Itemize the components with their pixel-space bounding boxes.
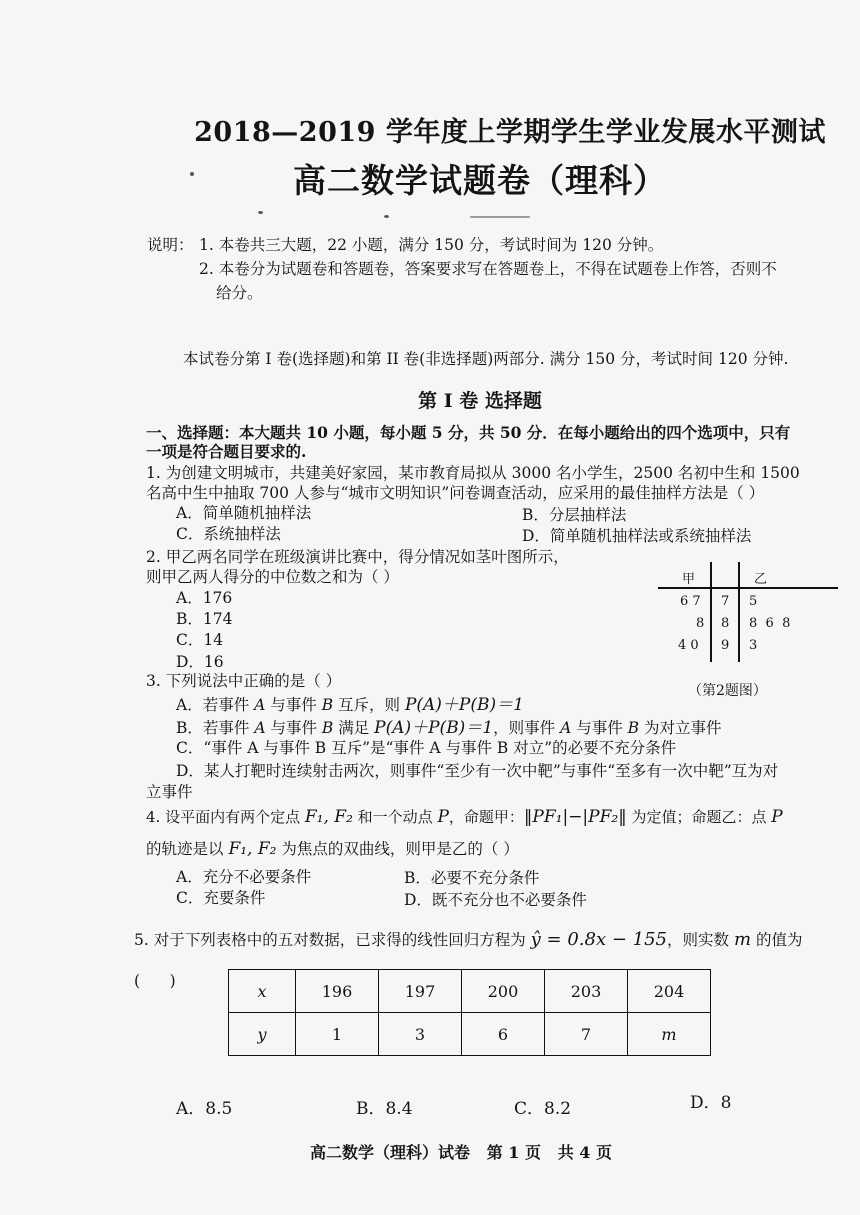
stem-leaf-row3-right: 3 <box>749 638 758 653</box>
section-title: 第 I 卷 选择题 <box>418 390 542 412</box>
q5-line1-post: ，则实数 <box>667 931 734 949</box>
q4-line1 <box>146 806 783 827</box>
q4-line2-post: 为焦点的双曲线，则甲是乙的（ ） <box>276 840 519 858</box>
stem-leaf-row3-left: 4 0 <box>678 638 699 653</box>
q4-line1-post: 为定值；命题乙：点 <box>626 808 772 826</box>
q5-answer-blank: ( ) <box>134 972 176 990</box>
q1-option-c: C．系统抽样法 <box>176 525 281 543</box>
q4-foci-2: F₁, F₂ <box>228 839 277 859</box>
intro-text: 本试卷分第 I 卷(选择题)和第 II 卷(非选择题)两部分. 满分 150 分，考试时间 120 分钟. <box>183 350 789 368</box>
q1-option-b: B．分层抽样法 <box>522 506 627 524</box>
q5-line1 <box>134 928 802 950</box>
stem-leaf-left-header: 甲 <box>682 572 696 587</box>
q4-point-p: P <box>437 807 449 827</box>
q2-line2: 则甲乙两人得分的中位数之和为（ ） <box>146 568 399 586</box>
q4-abs-expr: ‖PF₁|−|PF₂‖ <box>523 807 627 827</box>
q3-option-a <box>176 690 524 715</box>
q3-b-mid2: 满足 <box>333 719 375 737</box>
q5-line1-end: 的值为 <box>751 931 803 949</box>
table-header-x: x <box>229 970 296 1013</box>
q4-line1-mid2: ，命题甲： <box>448 808 524 826</box>
q1-option-a: A．简单随机抽样法 <box>176 504 312 522</box>
q5-option-a: A．8.5 <box>176 1099 233 1119</box>
q3-a-formula: P(A)＋P(B)＝1 <box>404 695 524 715</box>
q4-point-p-2: P <box>771 807 783 827</box>
q3-a-pre: A．若事件 <box>176 696 255 714</box>
table-cell: 197 <box>379 970 462 1013</box>
table-cell: 196 <box>296 970 379 1013</box>
q5-var-m: m <box>733 929 752 950</box>
table-cell: 7 <box>545 1013 628 1056</box>
stem-leaf-right-line <box>738 562 740 662</box>
stem-leaf-header-line <box>658 587 838 589</box>
table-cell: 1 <box>296 1013 379 1056</box>
q5-equation: ŷ = 0.8x − 155 <box>530 929 668 950</box>
q2-option-a: A．176 <box>176 589 233 607</box>
notes-item1: 1. 本卷共三大题，22 小题，满分 150 分，考试时间为 120 分钟。 <box>199 236 664 254</box>
scan-speck <box>384 215 389 218</box>
q4-line1-mid: 和一个动点 <box>352 808 438 826</box>
q3-option-d-line2: 立事件 <box>146 783 193 801</box>
notes-item2-line2: 给分。 <box>216 284 263 302</box>
q2-figure-caption: （第2题图） <box>688 683 767 699</box>
table-cell: m <box>628 1013 711 1056</box>
title-line2: 高二数学试题卷（理科） <box>293 161 667 200</box>
stem-leaf-row1-left: 6 7 <box>680 594 701 609</box>
q4-option-a: A．充分不必要条件 <box>176 868 312 886</box>
q3-a-var2: B <box>321 696 334 714</box>
stem-leaf-row2-left: 8 <box>696 616 705 631</box>
q4-line2 <box>146 837 519 859</box>
q3-b-end: 为对立事件 <box>639 719 722 737</box>
q3-b-formula: P(A)＋P(B)＝1 <box>374 718 494 738</box>
q3-a-mid: 与事件 <box>265 696 322 714</box>
q3-b-var4: B <box>627 719 640 737</box>
q3-stem: 3. 下列说法中正确的是（ ） <box>146 672 342 690</box>
q5-option-d: D．8 <box>690 1093 732 1113</box>
regression-table <box>228 969 711 1056</box>
stem-leaf-plot <box>658 562 838 662</box>
notes-item2-line1: 2. 本卷分为试题卷和答题卷，答案要求写在答题卷上，不得在试题卷上作答，否则不 <box>199 260 777 278</box>
table-cell: 6 <box>462 1013 545 1056</box>
q3-b-var3: A <box>560 719 572 737</box>
stem-leaf-row2-stem: 8 <box>721 616 730 631</box>
stem-leaf-right-header: 乙 <box>754 572 768 587</box>
q3-b-var2: B <box>321 719 334 737</box>
q3-option-c: C．“事件 A 与事件 B 互斥”是“事件 A 与事件 B 对立”的必要不充分条件 <box>176 739 677 757</box>
q3-a-post: 互斥，则 <box>333 696 405 714</box>
q4-option-d: D．既不充分也不必要条件 <box>404 891 587 909</box>
table-cell: 200 <box>462 970 545 1013</box>
title-line1: 2018—2019 学年度上学期学生学业发展水平测试 <box>194 117 826 148</box>
q3-option-d-line1: D．某人打靶时连续射击两次，则事件“至少有一次中靶”与事件“至多有一次中靶”互为对 <box>176 762 779 780</box>
q2-option-c: C．14 <box>176 631 224 649</box>
q2-option-b: B．174 <box>176 610 233 628</box>
q4-line2-pre: 的轨迹是以 <box>146 840 229 858</box>
q5-option-c: C．8.2 <box>514 1099 572 1119</box>
scan-speck <box>258 211 263 214</box>
stem-leaf-left-line <box>710 562 712 662</box>
q3-b-pre: B．若事件 <box>176 719 255 737</box>
q4-option-b: B．必要不充分条件 <box>404 869 540 887</box>
q3-b-mid: 与事件 <box>265 719 322 737</box>
q1-option-d: D．简单随机抽样法或系统抽样法 <box>522 527 752 545</box>
q4-line1-pre: 4. 设平面内有两个定点 <box>146 808 305 826</box>
q3-b-post: ，则事件 <box>493 719 561 737</box>
stem-leaf-row3-stem: 9 <box>721 638 730 653</box>
q3-b-var1: A <box>254 719 266 737</box>
q1-line1: 1. 为创建文明城市，共建美好家园，某市教育局拟从 3000 名小学生，2500 名初中生和 1500 <box>146 464 800 482</box>
q3-b-mid3: 与事件 <box>571 719 628 737</box>
table-row-y <box>229 1013 711 1056</box>
scan-streak <box>470 216 530 218</box>
q4-option-c: C．充要条件 <box>176 889 266 907</box>
table-row-x <box>229 970 711 1013</box>
stem-leaf-row1-stem: 7 <box>721 594 730 609</box>
stem-leaf-row1-right: 5 <box>749 594 758 609</box>
q2-option-d: D．16 <box>176 653 224 671</box>
table-cell: 3 <box>379 1013 462 1056</box>
table-header-y: y <box>229 1013 296 1056</box>
q1-line2: 名高中生中抽取 700 人参与“城市文明知识”问卷调查活动，应采用的最佳抽样方法是（ ） <box>146 484 765 502</box>
page-footer: 高二数学（理科）试卷 第 1 页 共 4 页 <box>310 1143 612 1162</box>
q2-line1: 2. 甲乙两名同学在班级演讲比赛中，得分情况如茎叶图所示， <box>146 548 569 566</box>
stem-leaf-row2-right: 8 6 8 <box>749 616 791 631</box>
table-cell: 203 <box>545 970 628 1013</box>
q5-option-b: B．8.4 <box>356 1099 413 1119</box>
q3-a-var1: A <box>254 696 266 714</box>
notes-label: 说明： <box>147 236 194 254</box>
section-instructions-line1: 一、选择题：本大题共 10 小题，每小题 5 分，共 50 分．在每小题给出的四个选项中，只有 <box>146 423 791 442</box>
section-instructions-line2: 一项是符合题目要求的. <box>146 442 307 461</box>
scan-speck <box>190 172 194 176</box>
q3-option-b <box>176 713 721 738</box>
q4-foci: F₁, F₂ <box>304 807 353 827</box>
q5-line1-pre: 5. 对于下列表格中的五对数据，已求得的线性回归方程为 <box>134 931 531 949</box>
table-cell: 204 <box>628 970 711 1013</box>
